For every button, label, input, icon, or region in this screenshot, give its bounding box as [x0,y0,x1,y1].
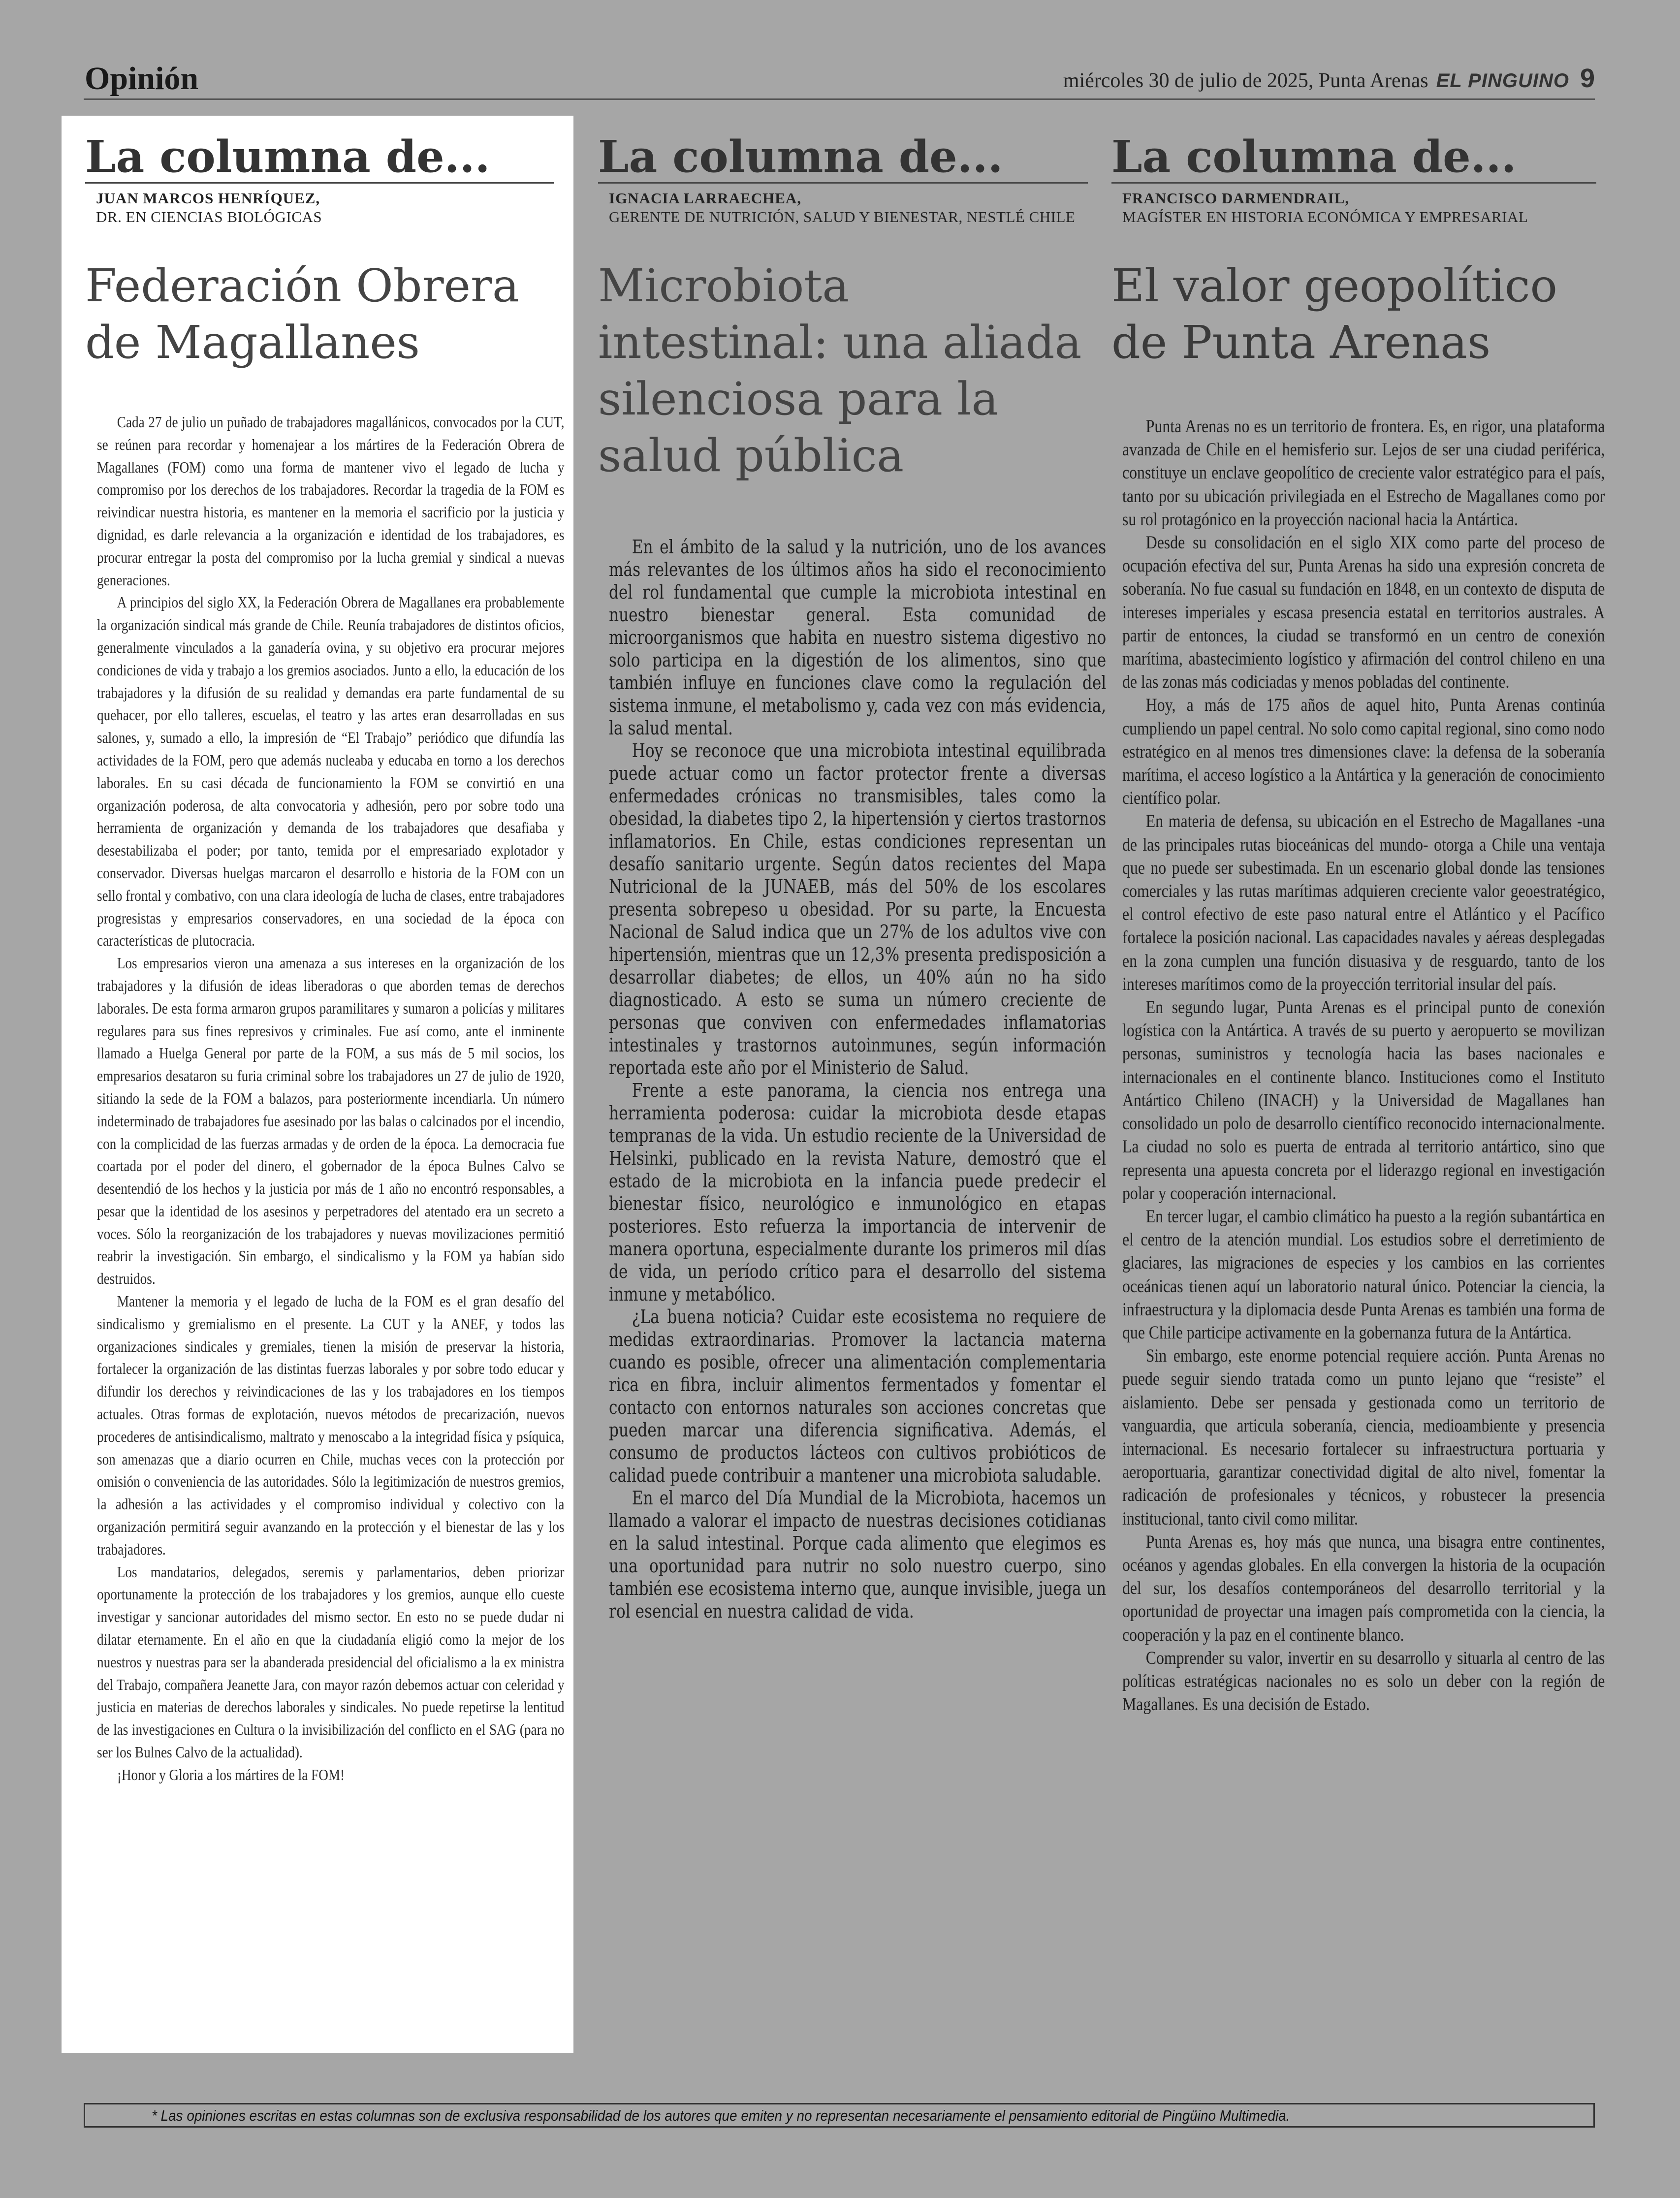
paragraph: A principios del siglo XX, la Federación Obrera de Magallanes era probablemente la organización sindical más grande de Chile. Reunía trabajadores de distintos oficios, generalmente vinculados a la ganadería ovina, y su objetivo era procurar mejores condiciones de vida y trabajo a los gremios asociados. Junto a ello, la educación de los trabajadores y la difusión de su realidad y demandas era parte fundamental de su quehacer, por ello talleres, escuelas, el teatro y las artes eran desarrolladas en sus salones, y, sumado a ello, la impresión de “El Trabajo” periódico que difundía las actividades de la FOM, pero que además nucleaba y educaba en torno a los derechos laborales. En su casi década de funcionamiento la FOM se convirtió en una organización poderosa, de alta convocatoria y adhesión, pero por sobre todo una herramienta de organización y demanda de los trabajadores que desafiaba y desestabilizaba el poder; por tanto, temida por el empresariado explotador y conservador. Diversas huelgas marcaron el desarrollo e historia de la FOM con un sello frontal y combativo, con una clara ideología de lucha de clases, entre trabajadores progresistas y empresarios conservadores, en una sociedad de la época con características de plutocracia. [97,593,565,950]
paragraph: En el marco del Día Mundial de la Microbiota, hacemos un llamado a valorar el impacto de nuestras decisiones cotidianas en la salud intestinal. Porque cada alimento que elegimos es una oportunidad para nutrir no solo nuestro cuerpo, sino también ese ecosistema interno que, aunque invisible, juega un rol esencial en nuestra calidad de vida. [609,1487,1107,1622]
issue-date: miércoles 30 de julio de 2025, Punta Arenas [1063,69,1428,92]
column-larraechea [598,116,1107,2053]
paragraph: En el ámbito de la salud y la nutrición, uno de los avances más relevantes de los últimos años ha sido el reconocimiento del rol fundamental que cumple la microbiota intestinal en nuestro bienestar general. Esta comunidad de microorganismos que habita en nuestro sistema digestivo no solo participa en la digestión de los alimentos, sino que también influye en funciones clave como la regulación del sistema inmune, el metabolismo y, cada vez con más evidencia, la salud mental. [609,536,1107,739]
paragraph: Comprender su valor, invertir en su desarrollo y situarla al centro de las políticas estratégicas nacionales no es solo un deber con la región de Magallanes. Es una decisión de Estado. [1122,1648,1605,1715]
paragraph: En segundo lugar, Punta Arenas es el principal punto de conexión logística con la Antártica. A través de su puerto y aeropuerto se movilizan personas, suministros y tecnología hacia las bases nacionales e internacionales en el continente blanco. Instituciones como el Instituto Antártico Chileno (INACH) y la Universidad de Magallanes han consolidado un polo de desarrollo científico reconocido internacionalmente. La ciudad no solo es puerta de entrada al territorio antártico, sino que representa una apuesta concreta por el liderazgo regional en investigación polar y cooperación internacional. [1122,997,1605,1204]
author-name: JUAN MARCOS HENRÍQUEZ, [96,190,320,207]
paragraph: Hoy se reconoce que una microbiota intestinal equilibrada puede actuar como un factor protector frente a diversas enfermedades crónicas no transmisibles, tales como la obesidad, la diabetes tipo 2, la hipertensión y ciertos trastornos inflamatorios. En Chile, estas condiciones representan un desafío sanitario urgente. Según datos recientes del Mapa Nutricional de la JUNAEB, más del 50% de los escolares presenta sobrepeso u obesidad. Por su parte, la Encuesta Nacional de Salud indica que un 27% de los adultos vive con hipertensión, mientras que un 12,3% presenta predisposición a desarrollar diabetes; de ellos, un 40% aún no ha sido diagnosticado. A esto se suma un número creciente de personas que conviven con enfermedades inflamatorias intestinales y trastornos autoinmunes, según información reportada este año por el Ministerio de Salud. [609,740,1107,1079]
paragraph: Punta Arenas es, hoy más que nunca, una bisagra entre continentes, océanos y agendas globales. En ella convergen la historia de la ocupación del sur, los desafíos contemporáneos del desarrollo territorial y la oportunidad de proyectar una imagen país comprometida con la ciencia, la cooperación y la paz en el continente blanco. [1122,1531,1605,1645]
column-kicker: La columna de... [85,134,554,184]
newspaper-logo: EL PINGUINO [1436,70,1569,92]
column-henriquez [62,116,573,2053]
paragraph: Frente a este panorama, la ciencia nos entrega una herramienta poderosa: cuidar la microbiota desde etapas tempranas de la vida. Un estudio reciente de la Universidad de Helsinki, publicado en la revista Nature, demostró que el estado de la microbiota en la infancia puede predecir el bienestar físico, neurológico e inmunológico en etapas posteriores. Esto refuerza la importancia de intervenir de manera oportuna, especialmente durante los primeros mil días de vida, un período crítico para el desarrollo del sistema inmune y metabólico. [609,1080,1107,1305]
author-role: GERENTE DE NUTRICIÓN, SALUD Y BIENESTAR, NESTLÉ CHILE [609,208,1076,225]
section-name: Opinión [85,61,199,96]
paragraph: Los empresarios vieron una amenaza a sus intereses en la organización de los trabajadores y la difusión de ideas liberadoras o que aborden temas de derechos laborales. De esta forma armaron grupos paramilitares y sumaron a policías y militares regulares para sus fines represivos y criminales. Fue así como, ante el inminente llamado a Huelga General por parte de la FOM, a sus más de 5 mil socios, los empresarios desataron su furia criminal sobre los trabajadores un 27 de julio de 1920, sitiando la sede de la FOM a balazos, para posteriormente incendiarla. Un número indeterminado de trabajadores fue asesinado por las balas o calcinados por el incendio, con la complicidad de las fuerzas armadas y de orden de la época. La democracia fue coartada por el poder del dinero, el gobernador de la época Bulnes Calvo se desentendió de los hechos y la justicia por más de 1 año no encontró responsables, a pesar que la identidad de los asesinos y perpetradores del atentado era un secreto a voces. Sólo la reorganización de los trabajadores y nuevas movilizaciones permitió reabrir la investigación. Sin embargo, el sindicalismo y la FOM ya habían sido destruidos. [97,954,565,1288]
disclaimer-text: * Las opiniones escritas en estas columnas son de exclusiva responsabilidad de los autores que emiten y no representan necesariamente el pensamiento editorial de Pingüino Multimedia. [152,2107,1290,2124]
paragraph: Los mandatarios, delegados, seremis y parlamentarios, deben priorizar oportunamente la protección de los trabajadores y los gremios, aunque ello cueste investigar y sancionar autoridades del mismo sector. En esto no se puede dudar ni dilatar eternamente. En el año en que la ciudadanía eligió como la mejor de los nuestros y nuestras para ser la abanderada presidencial del oficialismo a la ex ministra del Trabajo, compañera Jeanette Jara, con mayor razón debemos actuar con celeridad y justicia en materias de derechos laborales y sindicales. No puede repetirse la lentitud de las investigaciones en Cultura o la invisibilización del conflicto en el SAG (para no ser los Bulnes Calvo de la actualidad). [97,1562,565,1761]
author-name: FRANCISCO DARMENDRAIL, [1122,190,1350,207]
paragraph: Mantener la memoria y el legado de lucha de la FOM es el gran desafío del sindicalismo y gremialismo en el presente. La CUT y la ANEF, y todos las organizaciones sindicales y gremiales, tienen la misión de preservar la historia, fortalecer la organización de las distintas fuerzas laborales y por sobre todo educar y difundir los derechos y reivindicaciones de las y los trabajadores en los tiempos actuales. Otras formas de explotación, nuevos métodos de precarización, nuevos procederes de antisindicalismo, maltrato y menoscabo a la integridad física y psíquica, son amenazas que a diario ocurren en Chile, muchas veces con la protección por omisión o conveniencia de las autoridades. Sólo la legitimización de nuestros gremios, la adhesión a las actividades y el compromiso individual y colectivo con la organización permitirá seguir avanzando en la protección y el bienestar de las y los trabajadores. [97,1292,565,1558]
article-body [97,411,564,1786]
header-meta [1063,63,1595,94]
article-body [1122,415,1605,1716]
disclaimer-box [84,2103,1595,2128]
article-body [609,536,1106,1623]
paragraph: ¡Honor y Gloria a los mártires de la FOM! [117,1765,345,1784]
author-name: IGNACIA LARRAECHEA, [609,190,802,207]
column-darmendrail [1111,116,1605,2053]
paragraph: Hoy, a más de 175 años de aquel hito, Punta Arenas continúa cumpliendo un papel central. No solo como capital regional, sino como nodo estratégico en al menos tres dimensiones clave: la defensa de la soberanía marítima, el acceso logístico a la Antártica y la generación de conocimiento científico polar. [1122,695,1605,809]
paragraph: En materia de defensa, su ubicación en el Estrecho de Magallanes -una de las principales rutas bioceánicas del mundo- otorga a Chile una ventaja que no puede ser subestimada. En un escenario global donde las tensiones comerciales y las rutas marítimas adquieren creciente valor geoestratégico, el control efectivo de este paso natural entre el Atlántico y el Pacífico fortalece la posición nacional. Las capacidades navales y aéreas desplegadas en la zona cumplen una función disuasiva y de resguardo, tanto de los intereses marítimos como de la proyección territorial insular del país. [1122,811,1605,994]
paragraph: En tercer lugar, el cambio climático ha puesto a la región subantártica en el centro de la atención mundial. Los estudios sobre el derretimiento de glaciares, las migraciones de especies y los cambios en las corrientes oceánicas tienen aquí un laboratorio natural único. Potenciar la ciencia, la infraestructura y la diplomacia desde Punta Arenas es también una forma de que Chile participe activamente en la gobernanza futura de la Antártica. [1122,1206,1605,1343]
paragraph: Sin embargo, este enorme potencial requiere acción. Punta Arenas no puede seguir siendo tratada como un punto lejano que “resiste” el aislamiento. Debe ser pensada y gestionada como un territorio de vanguardia, que articula soberanía, ciencia, medioambiente y presencia internacional. Es necesario fortalecer su infraestructura portuaria y aeroportuaria, garantizar conectividad digital de alto nivel, fomentar la radicación de profesionales y técnicos, y robustecer la presencia institucional, tanto civil como militar. [1122,1346,1605,1529]
author-role: MAGÍSTER EN HISTORIA ECONÓMICA Y EMPRESARIAL [1122,208,1528,225]
article-headline: Federación Obrera de Magallanes [85,259,519,369]
article-headline: El valor geopolítico de Punta Arenas [1111,259,1557,369]
paragraph: Desde su consolidación en el siglo XIX como parte del proceso de ocupación efectiva del sur, Punta Arenas ha sido una expresión concreta de soberanía. No fue casual su fundación en 1848, en un contexto de disputa de intereses imperiales y escasa presencia estatal en territorios australes. A partir de entonces, la ciudad se transformó en un centro de conexión marítima, abastecimiento logístico y afirmación del control chileno en una de las zonas más codiciadas y menos pobladas del continente. [1122,533,1605,693]
paragraph: Punta Arenas no es un territorio de frontera. Es, en rigor, una plataforma avanzada de Chile en el hemisferio sur. Lejos de ser una ciudad periférica, constituye un enclave geopolítico de creciente valor estratégico para el país, tanto por su ubicación privilegiada en el Estrecho de Magallanes como por su rol protagónico en la proyección nacional hacia la Antártica. [1122,416,1605,530]
page-header [84,58,1595,100]
paragraph: Cada 27 de julio un puñado de trabajadores magallánicos, convocados por la CUT, se reúnen para recordar y homenajear a los mártires de la Federación Obrera de Magallanes (FOM) como una forma de mantener vivo el legado de lucha y compromiso por los derechos de los trabajadores. Recordar la tragedia de la FOM es reivindicar nuestra historia, es mantener en la memoria el sacrificio por la justicia y dignidad, es darle relevancia a la organización e identidad de los trabajadores, es procurar entregar la posta del compromiso por la lucha gremial y sindical a nuevas generaciones. [97,413,565,589]
column-kicker: La columna de... [1111,134,1596,184]
article-headline: Microbiota intestinal: una aliada silenciosa para la salud pública [598,259,1082,482]
author-role: DR. EN CIENCIAS BIOLÓGICAS [96,208,322,225]
paragraph: ¿La buena noticia? Cuidar este ecosistema no requiere de medidas extraordinarias. Promover la lactancia materna cuando es posible, ofrecer una alimentación complementaria rica en fibra, incluir alimentos fermentados y fomentar el contacto con entornos naturales son acciones concretas que pueden marcar una diferencia significativa. Además, el consumo de productos lácteos con cultivos probióticos de calidad puede contribuir a mantener una microbiota saludable. [609,1306,1107,1486]
column-kicker: La columna de... [598,134,1088,184]
page-number: 9 [1580,64,1595,93]
